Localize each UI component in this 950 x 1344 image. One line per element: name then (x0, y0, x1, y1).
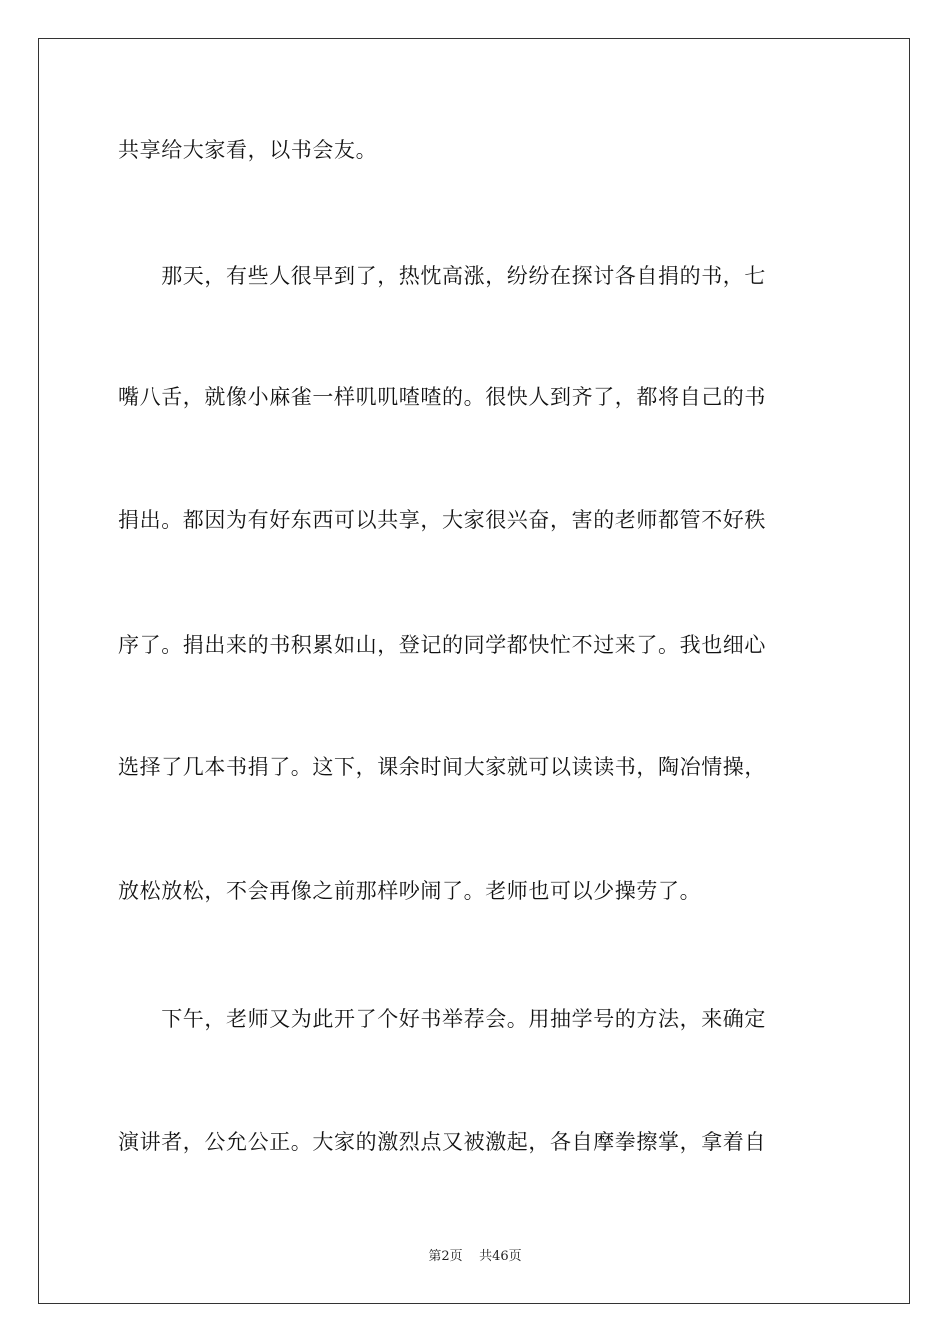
page-footer (0, 1248, 950, 1266)
text-line: 那天，有些人很早到了，热忱高涨，纷纷在探讨各自捐的书，七 (118, 264, 766, 288)
text-line: 共享给大家看，以书会友。 (118, 138, 378, 162)
text-line: 放松放松，不会再像之前那样吵闹了。老师也可以少操劳了。 (118, 879, 702, 903)
page-number: 第2页 (428, 1249, 463, 1264)
text-line: 演讲者，公允公正。大家的激烈点又被激起，各自摩拳擦掌，拿着自 (118, 1130, 766, 1154)
text-line: 序了。捐出来的书积累如山，登记的同学都快忙不过来了。我也细心 (118, 633, 766, 657)
text-line: 嘴八舌，就像小麻雀一样叽叽喳喳的。很快人到齐了，都将自己的书 (118, 385, 766, 409)
text-line: 捐出。都因为有好东西可以共享，大家很兴奋，害的老师都管不好秩 (118, 508, 766, 532)
text-line: 选择了几本书捐了。这下，课余时间大家就可以读读书，陶冶情操， (118, 755, 766, 779)
text-line: 下午，老师又为此开了个好书举荐会。用抽学号的方法，来确定 (118, 1007, 766, 1031)
total-pages: 共46页 (479, 1249, 522, 1264)
page-border (38, 38, 910, 1304)
